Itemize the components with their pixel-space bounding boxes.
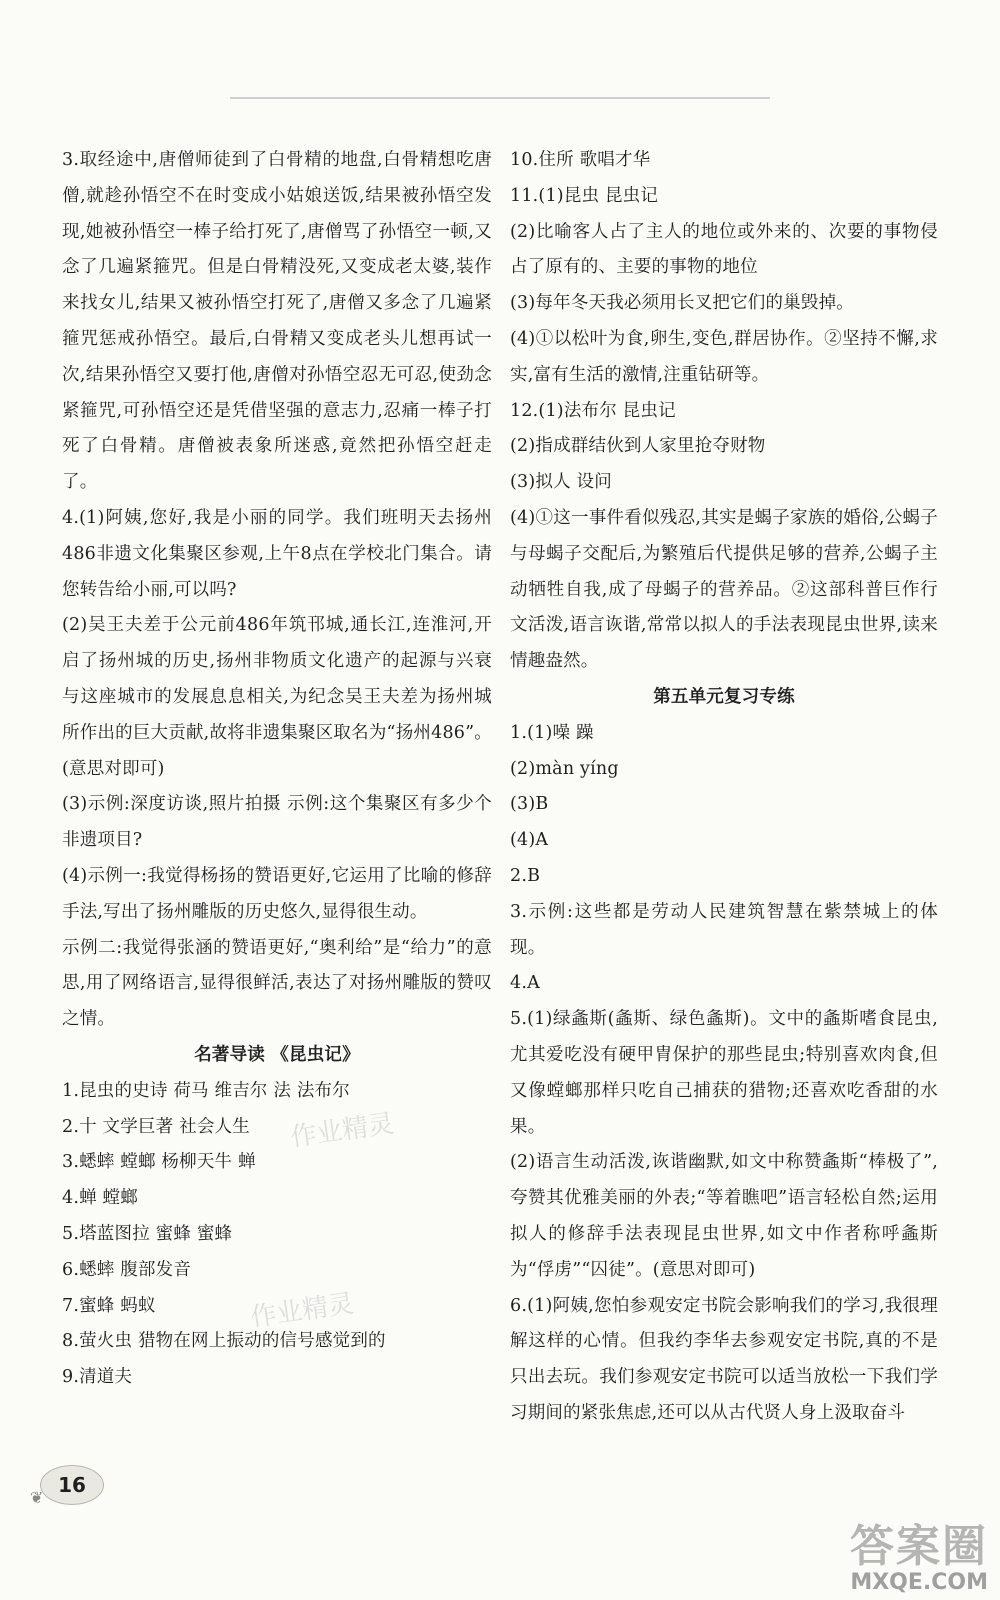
leaf-decoration-icon: ❦: [30, 1488, 44, 1507]
answer-paragraph: 6.(1)阿姨,您怕参观安定书院会影响我们的学习,我很理解这样的心情。但我约李华去参观安定书院,真的不是只出去玩。我们参观安定书院可以适当放松一下我们学习期间的紧张焦虑,还可以从古代贤人身上汲取奋斗: [510, 1295, 938, 1423]
answer-paragraph: 2.十 文学巨著 社会人生: [62, 1116, 250, 1137]
watermark-1: 作业精灵: [288, 1108, 396, 1154]
answer-paragraph: 11.(1)昆虫 昆虫记: [510, 185, 659, 206]
answer-paragraph: 8.萤火虫 猎物在网上振动的信号感觉到的: [62, 1331, 386, 1352]
answer-paragraph: 3.示例:这些都是劳动人民建筑智慧在紫禁城上的体现。: [510, 901, 938, 958]
stamp-url: MXQE.COM: [850, 1570, 988, 1595]
answer-paragraph: 3.蟋蟀 螳螂 杨柳天牛 蝉: [62, 1152, 256, 1173]
answer-paragraph: 10.住所 歌唱才华: [510, 150, 651, 170]
answer-paragraph: 1.(1)噪 躁: [510, 722, 594, 743]
answer-paragraph: (3)B: [510, 794, 549, 815]
answer-paragraph: (2)màn yíng: [510, 758, 619, 779]
answer-paragraph: (4)①以松叶为食,卵生,变色,群居协作。②坚持不懈,求实,富有生活的激情,注重钻研等。: [510, 328, 938, 385]
answer-paragraph: (3)示例:深度访谈,照片拍摄 示例:这个集聚区有多少个非遗项目?: [62, 794, 492, 851]
watermark-2: 作业精灵: [248, 1288, 356, 1334]
answer-paragraph: 示例二:我觉得张涵的赞语更好,“奥利给”是“给力”的意思,用了网络语言,显得很鲜活,表达了对扬州雕版的赞叹之情。: [62, 937, 492, 1030]
answer-paragraph: 4.(1)阿姨,您好,我是小丽的同学。我们班明天去扬州486非遗文化集聚区参观,上午8点在学校北门集合。请您转告给小丽,可以吗?: [62, 507, 492, 600]
answer-paragraph: 3.取经途中,唐僧师徒到了白骨精的地盘,白骨精想吃唐僧,就趁孙悟空不在时变成小姑娘送饭,结果被孙悟空发现,她被孙悟空一棒子给打死了,唐僧骂了孙悟空一顿,又念了几遍紧箍咒。但是白骨精没死,又变成老太婆,装作来找女儿,结果又被孙悟空打死了,唐僧又多念了几遍紧箍咒惩戒孙悟空。最后,白骨精又变成老头儿想再试一次,结果孙悟空又要打他,唐僧对孙悟空忍无可忍,使劲念紧箍咒,可孙悟空还是凭借坚强的意志力,忍痛一棒子打死了白骨精。唐僧被表象所迷惑,竟然把孙悟空赶走了。: [62, 150, 492, 493]
answer-paragraph: 2.B: [510, 865, 541, 886]
stamp-title: 答案圈: [850, 1521, 988, 1572]
answer-paragraph: (2)语言生动活泼,诙谐幽默,如文中称赞螽斯“棒极了”,夸赞其优雅美丽的外表;“等着瞧吧”语言轻松自然;运用拟人的修辞手法表现昆虫世界,如文中作者称呼螽斯为“俘虏”“囚徒”。(意思对即可): [510, 1152, 938, 1280]
answer-paragraph: (4)A: [510, 830, 549, 851]
answer-paragraph: (4)①这一事件看似残忍,其实是蝎子家族的婚俗,公蝎子与母蝎子交配后,为繁殖后代提供足够的营养,公蝎子主动牺牲自我,成了母蝎子的营养品。②这部科普巨作行文活泼,语言诙谐,常常以拟人的手法表现昆虫世界,读来情趣盎然。: [510, 507, 938, 672]
answer-paragraph: 5.塔蓝图拉 蜜蜂 蜜蜂: [62, 1223, 233, 1244]
left-column: [62, 143, 492, 1396]
header-rule: [230, 97, 770, 99]
answer-paragraph: 1.昆虫的史诗 荷马 维吉尔 法 法布尔: [62, 1080, 350, 1101]
answer-paragraph: 9.清道夫: [62, 1367, 133, 1388]
answer-paragraph: (4)示例一:我觉得杨扬的赞语更好,它运用了比喻的修辞手法,写出了扬州雕版的历史悠久,显得很生动。: [62, 865, 492, 922]
answer-paragraph: (2)吴王夫差于公元前486年筑邗城,通长江,连淮河,开启了扬州城的历史,扬州非物质文化遗产的起源与兴衰与这座城市的发展息息相关,为纪念吴王夫差为扬州城所作出的巨大贡献,故将非遗集聚区取名为“扬州486”。(意思对即可): [62, 615, 492, 779]
answer-paragraph: (2)指成群结伙到人家里抢夺财物: [510, 436, 766, 457]
answer-paragraph: (2)比喻客人占了主人的地位或外来的、次要的事物侵占了原有的、主要的事物的地位: [510, 221, 938, 278]
answer-paragraph: 5.(1)绿螽斯(螽斯、绿色螽斯)。文中的螽斯嗜食昆虫,尤其爱吃没有硬甲胄保护的那些昆虫;特别喜欢肉食,但又像螳螂那样只吃自己捕获的猎物;还喜欢吃香甜的水果。: [510, 1009, 938, 1137]
answer-paragraph: 4.蝉 螳螂: [62, 1188, 138, 1209]
page-number: 16: [40, 1465, 104, 1505]
section-heading: 第五单元复习专练: [653, 686, 795, 707]
answer-paragraph: 12.(1)法布尔 昆虫记: [510, 400, 676, 421]
answer-paragraph: 6.蟋蟀 腹部发音: [62, 1259, 192, 1280]
right-column: [510, 143, 938, 1432]
answer-stamp-logo: [738, 1510, 988, 1595]
answer-paragraph: (3)拟人 设问: [510, 472, 612, 493]
answer-paragraph: (3)每年冬天我必须用长叉把它们的巢毁掉。: [510, 293, 854, 314]
answer-paragraph: 7.蜜蜂 蚂蚁: [62, 1295, 156, 1316]
answer-paragraph: 4.A: [510, 973, 540, 994]
section-heading: 名著导读 《昆虫记》: [194, 1044, 360, 1065]
